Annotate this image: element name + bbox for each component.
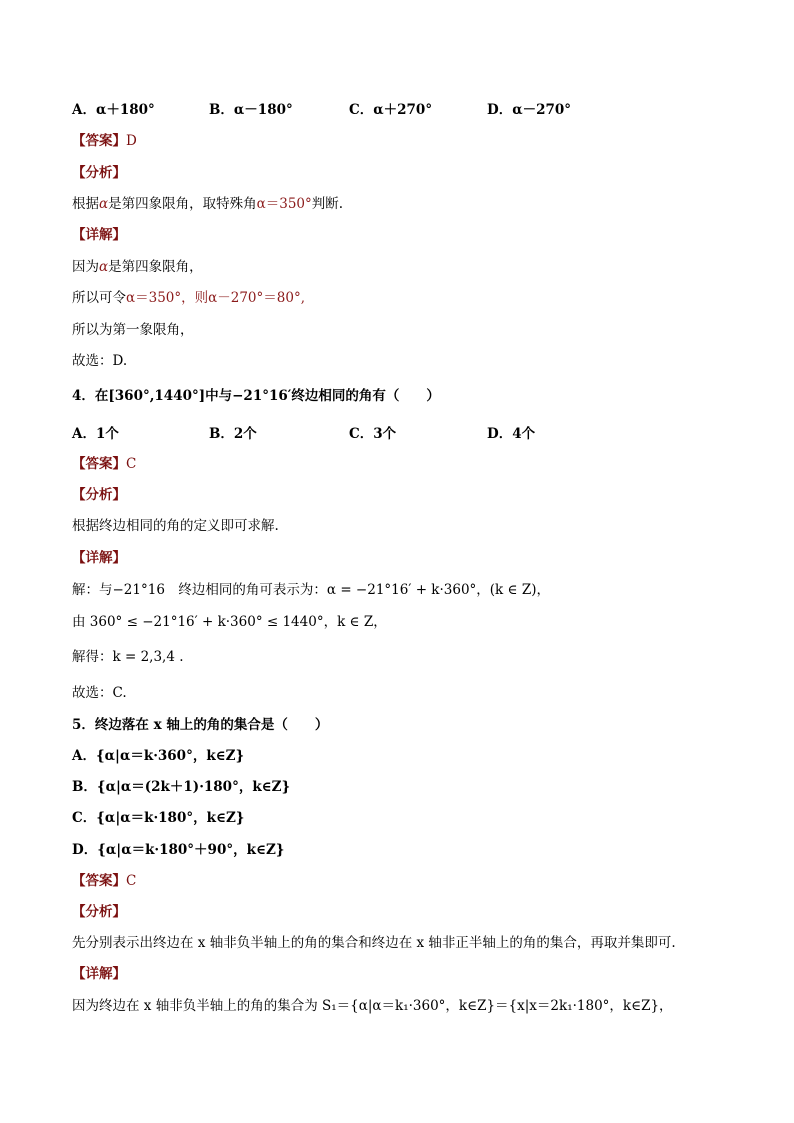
math: α＝350°	[256, 196, 312, 212]
q4-option-d: D．4个	[487, 426, 536, 442]
analysis-tag: 【分析】	[72, 487, 126, 503]
q3-analysis-tag	[72, 164, 126, 182]
text: 是第四象限角，	[108, 259, 203, 275]
q5-option-b: B．{α|α＝(2k＋1)·180°，k∈Z}	[72, 779, 291, 795]
q4-detail-line-2: 由 360° ≤ −21°16′ + k·360° ≤ 1440°，k ∈ Z，	[72, 614, 387, 630]
detail-tag: 【详解】	[72, 550, 126, 566]
text: 因为	[72, 259, 99, 275]
q5-answer	[72, 872, 136, 890]
text: 故选：D.	[72, 353, 128, 369]
q4-analysis-text: 根据终边相同的角的定义即可求解.	[72, 518, 279, 534]
detail-tag: 【详解】	[72, 966, 126, 982]
detail-tag: 【详解】	[72, 227, 126, 243]
q3-detail-line-1	[72, 258, 203, 276]
answer-tag: 【答案】	[72, 873, 126, 889]
math: α＝350°，则	[126, 290, 209, 306]
q3-answer	[72, 132, 137, 150]
q5-title: 5．终边落在 x 轴上的角的集合是（ ）	[72, 717, 329, 733]
answer-value: C	[126, 873, 137, 889]
text: 是第四象限角，取特殊角	[108, 196, 257, 212]
q4-option-a: A．1个	[72, 426, 119, 442]
q5-analysis-text: 先分别表示出终边在 x 轴非负半轴上的角的集合和终边在 x 轴非正半轴上的角的集合，再取并集即可.	[72, 935, 676, 951]
q4-option-c: C．3个	[349, 426, 397, 442]
text: 根据	[72, 196, 99, 212]
q5-detail-tag	[72, 965, 126, 983]
answer-value: D	[126, 133, 137, 149]
q4-detail-tag	[72, 549, 126, 567]
q3-detail-tag	[72, 226, 126, 244]
q3-option-a: A．α＋180°	[72, 102, 155, 118]
q5-option-d: D．{α|α＝k·180°＋90°，k∈Z}	[72, 842, 285, 858]
q4-title: 4．在[360°,1440°]中与−21°16′终边相同的角有（ ）	[72, 388, 440, 404]
q4-answer	[72, 455, 136, 473]
q3-option-c: C．α＋270°	[349, 102, 433, 118]
text: 所以为第一象限角，	[72, 322, 194, 338]
q4-detail-line-3: 解得：k = 2,3,4 .	[72, 649, 184, 665]
text: 所以可令	[72, 290, 126, 306]
q3-analysis-text	[72, 195, 343, 213]
answer-tag: 【答案】	[72, 456, 126, 472]
analysis-tag: 【分析】	[72, 165, 126, 181]
q4-detail-line-4: 故选：C.	[72, 685, 127, 701]
q3-detail-line-4	[72, 352, 127, 370]
q5-detail-line-1: 因为终边在 x 轴非负半轴上的角的集合为 S₁＝{α|α＝k₁·360°，k∈Z}＝{x|x＝2k₁·180°，k∈Z}，	[72, 998, 673, 1014]
q4-option-b: B．2个	[209, 426, 257, 442]
q3-option-b: B．α－180°	[209, 102, 293, 118]
math: α	[99, 259, 109, 275]
q4-detail-line-1: 解：与−21°16 终边相同的角可表示为：α = −21°16′ + k·360°，(k ∈ Z)，	[72, 582, 550, 598]
math: α	[99, 196, 109, 212]
q3-detail-line-2	[72, 289, 305, 307]
q5-analysis-tag	[72, 903, 126, 921]
q3-detail-line-3	[72, 321, 194, 339]
analysis-tag: 【分析】	[72, 904, 126, 920]
math: α－270°＝80°,	[208, 290, 305, 306]
answer-tag: 【答案】	[72, 133, 126, 149]
q5-option-c: C．{α|α＝k·180°，k∈Z}	[72, 810, 245, 826]
q4-analysis-tag	[72, 486, 126, 504]
q3-option-d: D．α－270°	[487, 102, 572, 118]
text: 判断.	[311, 196, 344, 212]
q5-option-a: A．{α|α＝k·360°，k∈Z}	[72, 748, 245, 764]
answer-value: C	[126, 456, 137, 472]
